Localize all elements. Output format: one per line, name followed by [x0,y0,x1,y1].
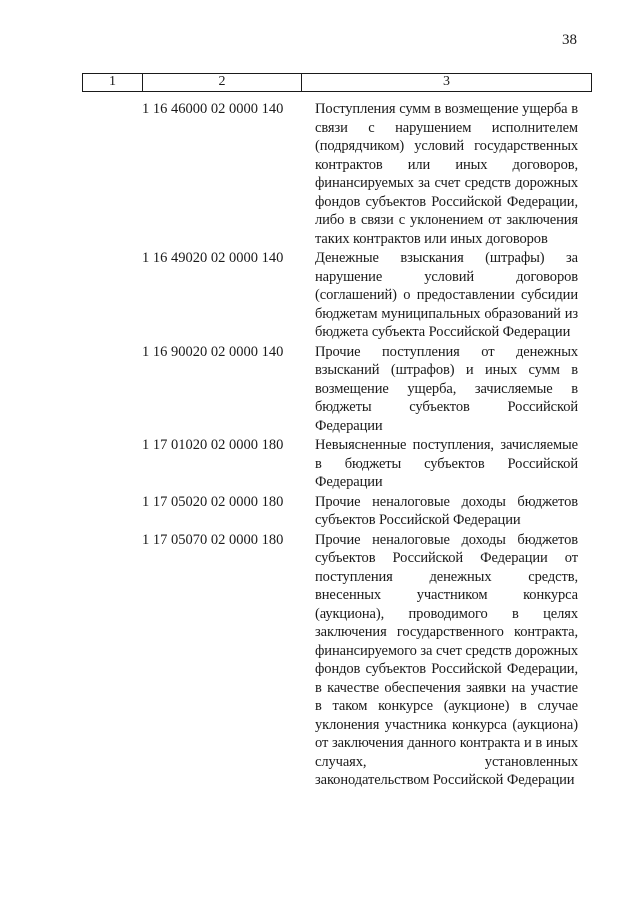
budget-code: 1 16 49020 02 0000 140 [142,250,284,266]
table-body [0,100,639,791]
budget-code: 1 17 05020 02 0000 180 [142,493,284,510]
revenue-description: Денежные взыскания (штрафы) за нарушение условий договоров (соглашений) о предоставлении субсидии бюджетам муниципальных образований из бюджета субъекта Российской Федерации [315,250,578,340]
table-row [0,249,639,342]
revenue-description: Прочие неналоговые доходы бюджетов субъектов Российской Федерации [315,493,578,528]
table-row [0,531,639,790]
table-row [0,493,639,530]
column-header-2: 2 [143,74,302,92]
budget-code: 1 16 46000 02 0000 140 [142,101,284,117]
revenue-description: Поступления сумм в возмещение ущерба в связи с нарушением исполнителем (подрядчиком) условий государственных контрактов или иных договоров, финансируемых за счет средств дорожных фондов субъектов Российской Федерации, либо в связи с уклонением от заключения таких контрактов или иных договоров [315,101,578,247]
revenue-description: Прочие неналоговые доходы бюджетов субъектов Российской Федерации от поступления денежных средств, внесенных участником конкурса (аукциона), проводимого в целях заключения государственного контракта, финансируемого за счет средств дорожных фондов субъектов Российской Федерации, в качестве обеспечения заявки на участие в таком конкурсе (аукционе) в случае уклонения участника конкурса (аукциона) от заключения данного контракта и в иных случаях, установленных законодательством Российской Федерации [315,531,578,788]
page-number: 38 [562,32,577,48]
budget-code: 1 17 05070 02 0000 180 [142,531,284,548]
revenue-description: Прочие поступления от денежных взысканий (штрафов) и иных сумм в возмещение ущерба, зачисляемые в бюджеты субъектов Российской Федерации [315,343,578,434]
column-header-table [82,73,592,92]
column-header-1: 1 [83,74,143,92]
budget-code: 1 17 01020 02 0000 180 [142,437,284,453]
table-row [0,436,639,492]
revenue-description: Невыясненные поступления, зачисляемые в бюджеты субъектов Российской Федерации [315,437,578,490]
budget-code: 1 16 90020 02 0000 140 [142,343,284,360]
table-row [0,100,639,248]
column-header-3: 3 [302,74,592,92]
column-header-row [83,74,592,92]
table-row [0,343,639,436]
